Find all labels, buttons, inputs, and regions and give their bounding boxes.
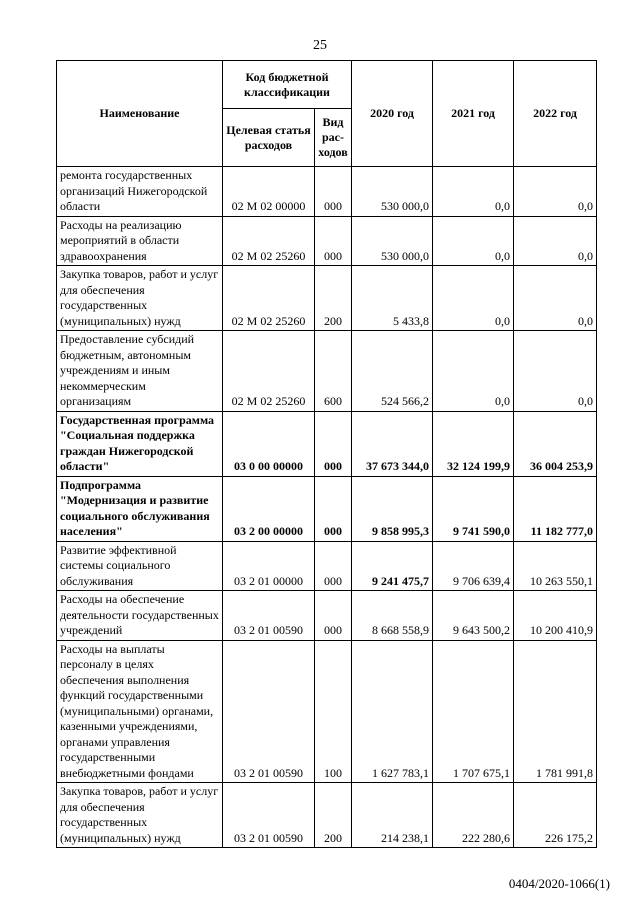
table-row: [57, 266, 597, 331]
row-type: 100: [315, 640, 352, 783]
row-name: Предоставление субсидий бюджетным, автономным учреждениям и иным некоммерческим организациям: [57, 331, 223, 412]
row-target: 03 2 00 00000: [223, 476, 315, 541]
row-target: 02 М 02 25260: [223, 216, 315, 266]
header-type: Вид рас-ходов: [315, 109, 352, 167]
row-2021: 9 741 590,0: [433, 476, 514, 541]
budget-table: [56, 60, 597, 848]
row-2022: 0,0: [514, 331, 597, 412]
row-2022: 0,0: [514, 216, 597, 266]
row-2021: 9 706 639,4: [433, 541, 514, 591]
header-2021: 2021 год: [433, 61, 514, 167]
row-2021: 9 643 500,2: [433, 591, 514, 641]
header-2020: 2020 год: [352, 61, 433, 167]
table-row: [57, 476, 597, 541]
header-target: Целевая статья расходов: [223, 109, 315, 167]
row-2020: 524 566,2: [352, 331, 433, 412]
row-target: 02 М 02 00000: [223, 167, 315, 217]
table-row: [57, 783, 597, 848]
row-2021: 1 707 675,1: [433, 640, 514, 783]
row-2022: 1 781 991,8: [514, 640, 597, 783]
row-2020: 37 673 344,0: [352, 411, 433, 476]
row-name: Подпрограмма "Модернизация и развитие социального обслуживания населения": [57, 476, 223, 541]
row-target: 03 2 01 00000: [223, 541, 315, 591]
row-2021: 0,0: [433, 266, 514, 331]
row-2022: 226 175,2: [514, 783, 597, 848]
row-2021: 0,0: [433, 167, 514, 217]
row-2021: 0,0: [433, 331, 514, 412]
row-2020: 1 627 783,1: [352, 640, 433, 783]
row-type: 600: [315, 331, 352, 412]
header-2022: 2022 год: [514, 61, 597, 167]
row-target: 03 0 00 00000: [223, 411, 315, 476]
row-type: 000: [315, 476, 352, 541]
page-number: 25: [313, 38, 327, 53]
row-name: Закупка товаров, работ и услуг для обеспечения государственных (муниципальных) нужд: [57, 266, 223, 331]
row-name: ремонта государственных организаций Нижегородской области: [57, 167, 223, 217]
table-row: [57, 640, 597, 783]
row-target: 02 М 02 25260: [223, 331, 315, 412]
row-2020: 214 238,1: [352, 783, 433, 848]
row-2022: 11 182 777,0: [514, 476, 597, 541]
row-2020: 9 858 995,3: [352, 476, 433, 541]
row-name: Закупка товаров, работ и услуг для обеспечения государственных (муниципальных) нужд: [57, 783, 223, 848]
row-2020: 530 000,0: [352, 167, 433, 217]
row-name: Развитие эффективной системы социального обслуживания: [57, 541, 223, 591]
header-code-group: Код бюджетной классификации: [223, 61, 352, 109]
row-2020: 5 433,8: [352, 266, 433, 331]
row-2022: 36 004 253,9: [514, 411, 597, 476]
table-row: [57, 411, 597, 476]
row-type: 000: [315, 216, 352, 266]
row-2021: 222 280,6: [433, 783, 514, 848]
row-name: Расходы на обеспечение деятельности государственных учреждений: [57, 591, 223, 641]
row-2020: 530 000,0: [352, 216, 433, 266]
row-type: 200: [315, 783, 352, 848]
header-name: Наименование: [57, 61, 223, 167]
row-target: 03 2 01 00590: [223, 640, 315, 783]
row-2020: 9 241 475,7: [352, 541, 433, 591]
document-code: 0404/2020-1066(1): [508, 876, 610, 891]
row-type: 000: [315, 591, 352, 641]
row-type: 000: [315, 411, 352, 476]
table-row: [57, 591, 597, 641]
table-row: [57, 167, 597, 217]
row-2022: 10 263 550,1: [514, 541, 597, 591]
row-name: Расходы на реализацию мероприятий в области здравоохранения: [57, 216, 223, 266]
table-row: [57, 331, 597, 412]
row-target: 03 2 01 00590: [223, 783, 315, 848]
row-type: 000: [315, 541, 352, 591]
row-type: 000: [315, 167, 352, 217]
table-row: [57, 216, 597, 266]
row-2021: 32 124 199,9: [433, 411, 514, 476]
row-target: 03 2 01 00590: [223, 591, 315, 641]
row-name: Расходы на выплаты персоналу в целях обеспечения выполнения функций государственными (муниципальными) органами, казенными учреждениями, органами управления государственными внебюджетными фондами: [57, 640, 223, 783]
row-2022: 0,0: [514, 266, 597, 331]
row-name: Государственная программа "Социальная поддержка граждан Нижегородской области": [57, 411, 223, 476]
row-2020: 8 668 558,9: [352, 591, 433, 641]
row-2022: 10 200 410,9: [514, 591, 597, 641]
row-target: 02 М 02 25260: [223, 266, 315, 331]
row-2021: 0,0: [433, 216, 514, 266]
row-type: 200: [315, 266, 352, 331]
row-2022: 0,0: [514, 167, 597, 217]
table-row: [57, 541, 597, 591]
